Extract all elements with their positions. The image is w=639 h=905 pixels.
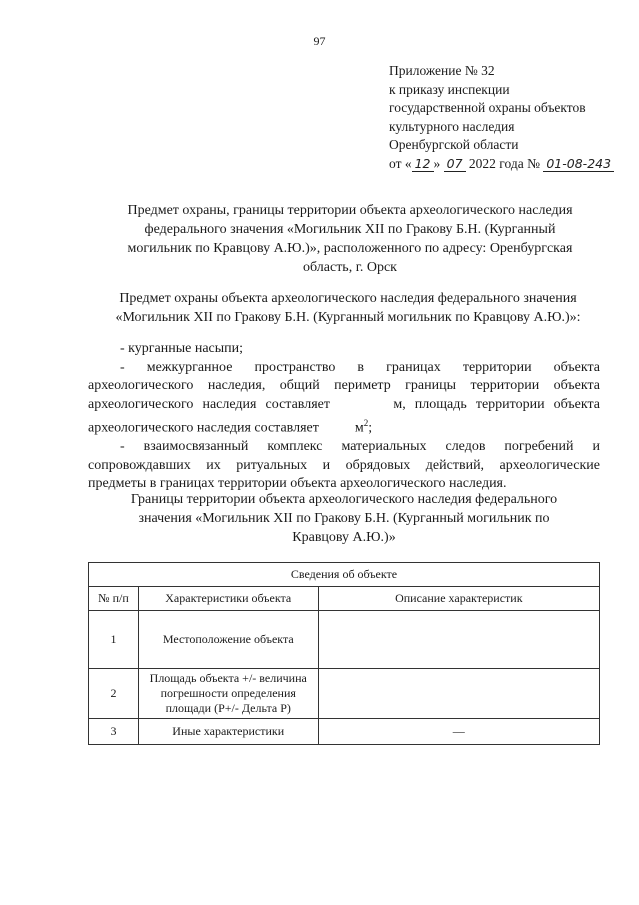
row-number: 1 <box>89 611 139 669</box>
date-year: 2022 года № <box>468 155 540 171</box>
header-description: Описание характеристик <box>318 587 599 611</box>
main-heading <box>100 201 600 277</box>
bounds-heading <box>88 490 600 547</box>
table-row <box>89 669 600 719</box>
list-item-cont: археологического наследия составляет $м^2$; <box>88 418 373 436</box>
row-description <box>318 669 599 719</box>
list-item: - взаимосвязанный комплекс материальных следов погребений и <box>120 439 600 455</box>
list-item: - межкурганное пространство в границах территории объекта <box>120 359 600 375</box>
page-number: 97 <box>313 34 326 48</box>
handwritten-order-number: 01-08-243 <box>543 156 614 172</box>
handwritten-month: 07 <box>444 156 466 172</box>
appendix-line-2: к приказу инспекции <box>389 81 510 97</box>
list-item: - курганные насыпи; <box>120 341 244 356</box>
header-characteristic: Характеристики объекта <box>138 587 318 611</box>
appendix-line-3: государственной охраны объектов <box>389 100 586 115</box>
main-heading-line: область, г. Орск <box>303 260 397 275</box>
list-item-cont: археологического наследия составляет м, площадь территории объекта <box>88 396 600 412</box>
main-heading-line: могильник по Кравцову А.Ю.)», расположенного по адресу: Оренбургская <box>127 241 573 256</box>
bounds-heading-line: Кравцову А.Ю.)» <box>292 530 396 545</box>
appendix-line-1: Приложение № 32 <box>389 63 495 78</box>
appendix-line-4: культурного наследия <box>389 118 515 134</box>
subject-heading <box>92 289 604 327</box>
main-heading-line: федерального значения «Могильник XII по Гракову Б.Н. (Курганный <box>144 222 556 237</box>
date-prefix: от « <box>389 155 412 171</box>
row-description <box>318 611 599 669</box>
row-characteristic: Иные характеристики <box>138 719 318 745</box>
list-item-cont: археологического наследия, общий периметр границы территории объекта <box>88 378 600 393</box>
row-description: — <box>318 719 599 745</box>
subject-heading-line: Предмет охраны объекта археологического наследия федерального значения <box>119 291 577 306</box>
row-number: 3 <box>89 719 139 745</box>
appendix-date-line <box>389 155 614 174</box>
list-item-cont: предметы в границах территории объекта археологического наследия. <box>88 476 507 492</box>
handwritten-day: 12 <box>412 156 434 172</box>
table-row <box>89 611 600 669</box>
header-number: № п/п <box>89 587 139 611</box>
row-characteristic: Местоположение объекта <box>138 611 318 669</box>
main-heading-line: Предмет охраны, границы территории объекта археологического наследия <box>127 203 573 218</box>
protection-items <box>88 340 600 494</box>
date-day-close: » <box>433 155 441 171</box>
list-item-cont: сопровождавших их ритуальных и обрядовых действий, археологические <box>88 457 600 473</box>
subject-heading-line: «Могильник XII по Гракову Б.Н. (Курганный могильник по Кравцову А.Ю.)»: <box>115 310 581 325</box>
bounds-heading-line: Границы территории объекта археологического наследия федерального <box>130 492 558 507</box>
object-info-table <box>88 562 600 745</box>
appendix-line-5: Оренбургской области <box>389 137 519 152</box>
bounds-heading-line: значения «Могильник XII по Гракову Б.Н. (Курганный могильник по <box>138 511 550 526</box>
table-row <box>89 719 600 745</box>
table-caption: Сведения об объекте <box>89 563 600 587</box>
row-number: 2 <box>89 669 139 719</box>
row-characteristic: Площадь объекта +/- величина погрешности определения площади (Р+/- Дельта Р) <box>138 669 318 719</box>
appendix-header <box>389 62 614 173</box>
